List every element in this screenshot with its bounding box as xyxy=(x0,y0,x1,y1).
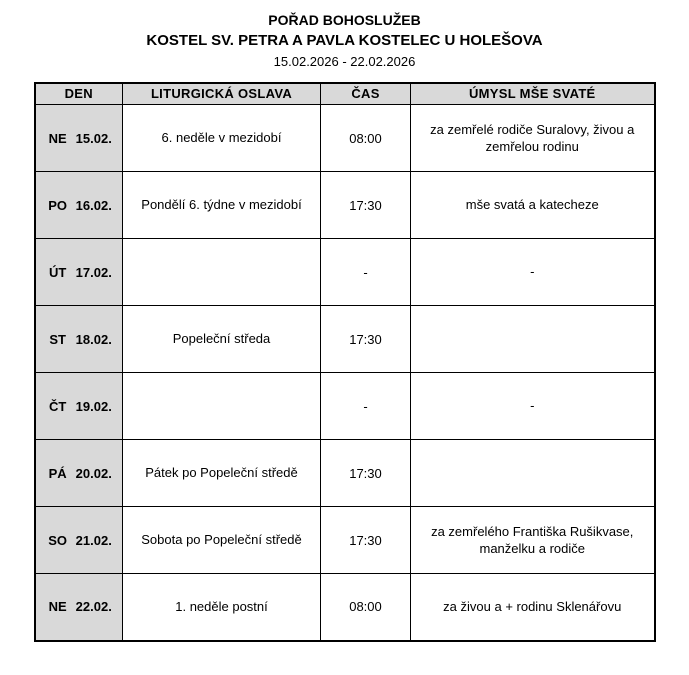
header-day: DEN xyxy=(35,83,123,105)
header-liturgy: LITURGICKÁ OSLAVA xyxy=(123,83,321,105)
church-name: KOSTEL SV. PETRA A PAVLA KOSTELEC U HOLEŠOVA xyxy=(146,32,543,50)
day-abbr: ČT xyxy=(49,398,67,414)
time-cell: - xyxy=(321,373,411,440)
day-date: 21.02. xyxy=(75,532,112,548)
header-time: ČAS xyxy=(321,83,411,105)
liturgy-cell: 6. neděle v mezidobí xyxy=(123,105,321,172)
title-block xyxy=(0,10,689,72)
day-date: 19.02. xyxy=(75,398,112,414)
intention-cell: za zemřelé rodiče Suralovy, živou a zemřelou rodinu xyxy=(411,105,655,172)
time-cell: - xyxy=(321,239,411,306)
day-cell xyxy=(35,306,123,373)
liturgy-cell: Pátek po Popeleční středě xyxy=(123,440,321,507)
day-abbr: PO xyxy=(48,197,68,213)
date-range: 15.02.2026 - 22.02.2026 xyxy=(273,54,416,70)
header-row xyxy=(35,83,655,105)
table-row xyxy=(35,574,655,641)
day-date: 20.02. xyxy=(75,465,112,481)
table-row xyxy=(35,172,655,239)
day-date: 18.02. xyxy=(75,331,112,347)
day-date: 16.02. xyxy=(75,197,112,213)
day-cell xyxy=(35,105,123,172)
schedule-table xyxy=(34,82,656,642)
page-title: POŘAD BOHOSLUŽEB xyxy=(268,12,421,28)
day-cell xyxy=(35,239,123,306)
day-abbr: PÁ xyxy=(48,465,67,481)
day-cell xyxy=(35,440,123,507)
day-abbr: NE xyxy=(48,130,67,146)
time-cell: 17:30 xyxy=(321,440,411,507)
liturgy-cell: 1. neděle postní xyxy=(123,574,321,641)
time-cell: 17:30 xyxy=(321,172,411,239)
liturgy-cell xyxy=(123,239,321,306)
day-date: 17.02. xyxy=(75,264,112,280)
table-row xyxy=(35,507,655,574)
time-cell: 08:00 xyxy=(321,574,411,641)
table-row xyxy=(35,239,655,306)
table-row xyxy=(35,440,655,507)
intention-cell: mše svatá a katecheze xyxy=(411,172,655,239)
intention-cell: za živou a + rodinu Sklenářovu xyxy=(411,574,655,641)
time-cell: 17:30 xyxy=(321,306,411,373)
day-abbr: ÚT xyxy=(49,264,67,280)
day-cell xyxy=(35,373,123,440)
time-cell: 08:00 xyxy=(321,105,411,172)
liturgy-cell: Sobota po Popeleční středě xyxy=(123,507,321,574)
day-abbr: NE xyxy=(48,599,67,615)
liturgy-cell xyxy=(123,373,321,440)
intention-cell xyxy=(411,440,655,507)
table-row xyxy=(35,373,655,440)
header-intention: ÚMYSL MŠE SVATÉ xyxy=(411,83,655,105)
liturgy-cell: Popeleční středa xyxy=(123,306,321,373)
time-cell: 17:30 xyxy=(321,507,411,574)
day-date: 15.02. xyxy=(75,130,112,146)
intention-cell xyxy=(411,306,655,373)
day-cell xyxy=(35,507,123,574)
intention-cell: - xyxy=(411,373,655,440)
day-abbr: ST xyxy=(49,331,66,347)
day-cell xyxy=(35,172,123,239)
day-date: 22.02. xyxy=(75,599,112,615)
liturgy-cell: Pondělí 6. týdne v mezidobí xyxy=(123,172,321,239)
table-row xyxy=(35,105,655,172)
intention-cell: - xyxy=(411,239,655,306)
table-row xyxy=(35,306,655,373)
day-cell xyxy=(35,574,123,641)
intention-cell: za zemřelého Františka Rušikvase, manželku a rodiče xyxy=(411,507,655,574)
day-abbr: SO xyxy=(48,532,68,548)
